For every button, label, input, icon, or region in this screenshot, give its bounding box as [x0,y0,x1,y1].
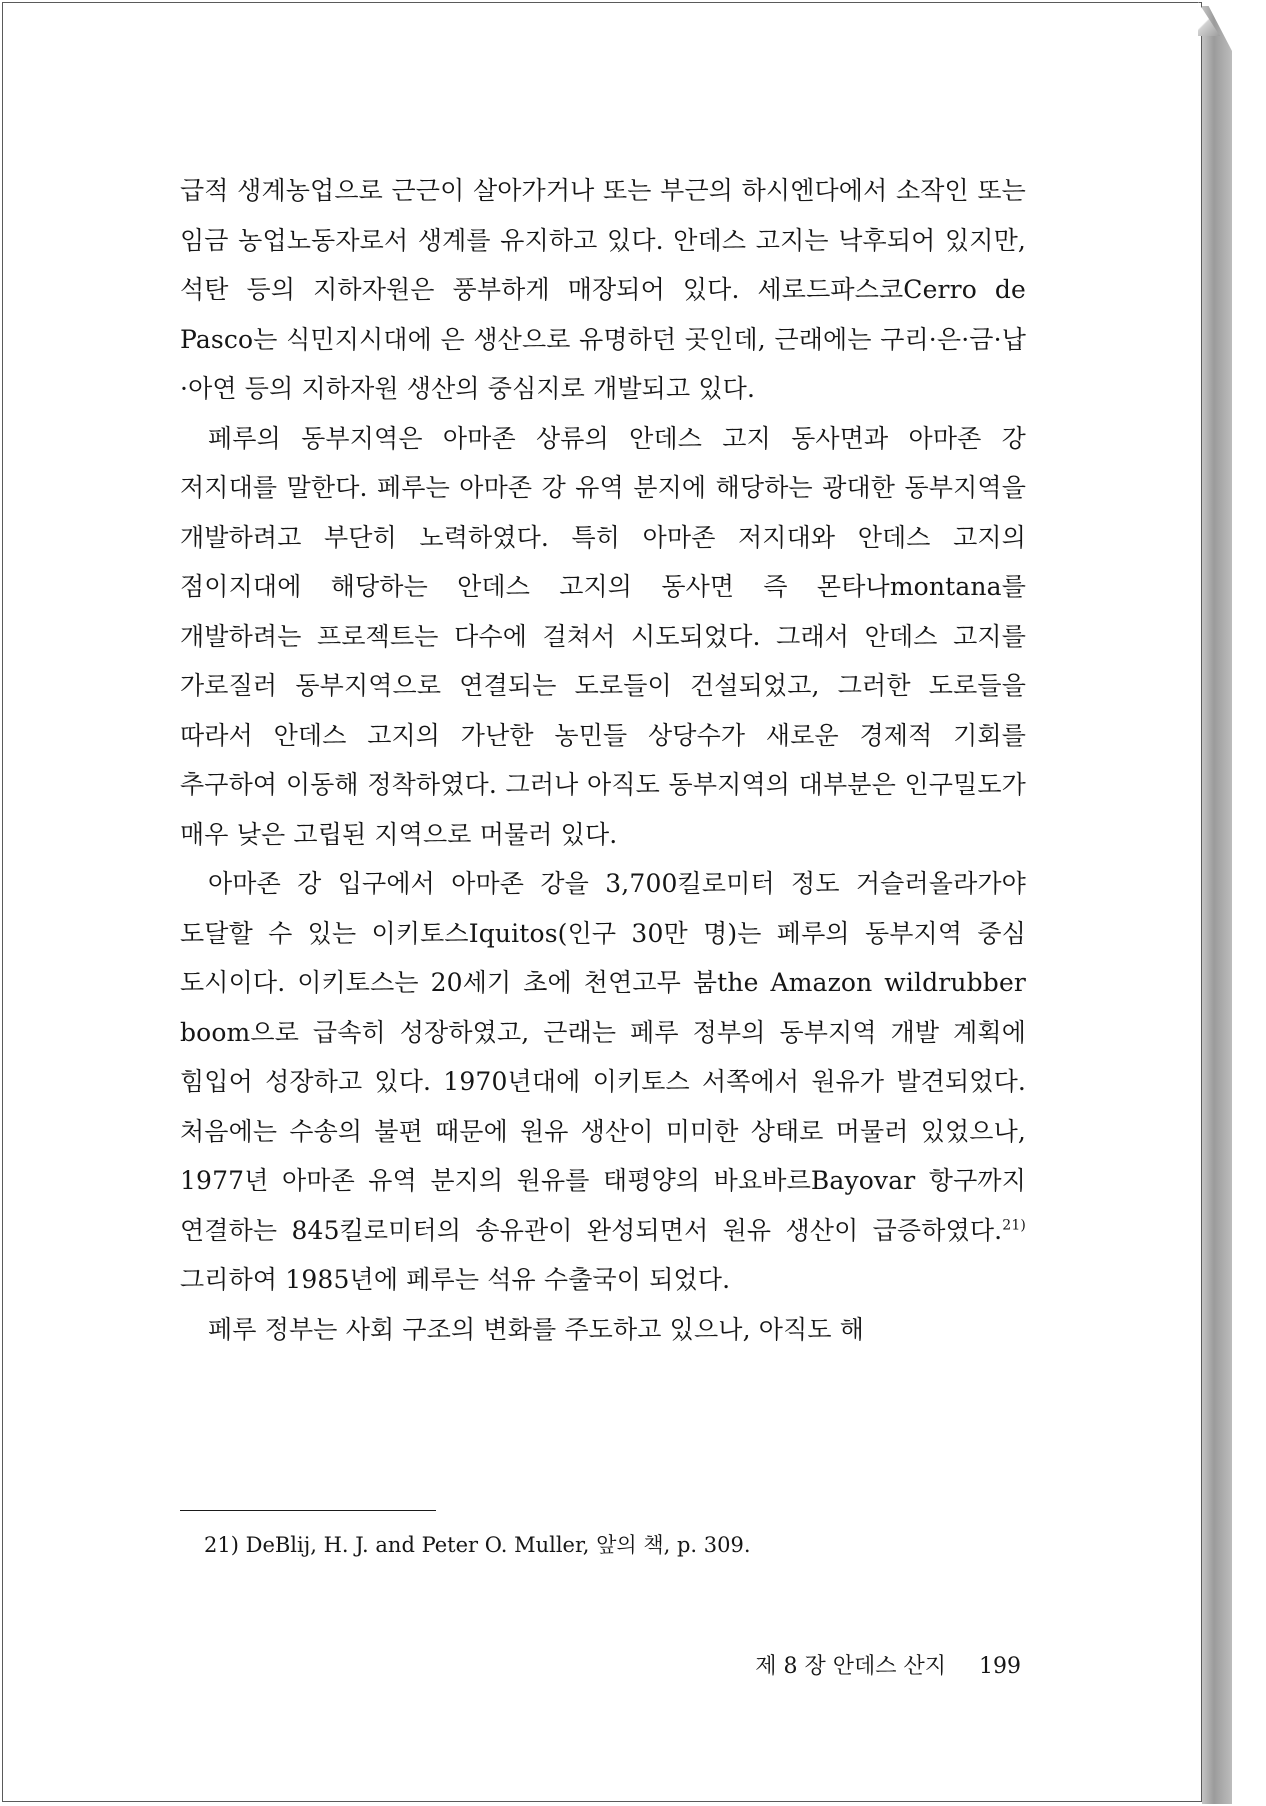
paragraph-text: 아마존 강 입구에서 아마존 강을 3,700킬로미터 정도 거슬러올라가야 도달할 수 있는 이키토스Iquitos(인구 30만 명)는 페루의 동부지역 중심 도시이다. 이키토스는 20세기 초에 천연고무 붐the Amazon wildrubber boom으로 급속히 성장하였고, 근래는 페루 정부의 동부지역 개발 계획에 힘입어 성장하고 있다. 1970년대에 이키토스 서쪽에서 원유가 발견되었다. 처음에는 수송의 불편 때문에 원유 생산이 미미한 상태로 머물러 있었으나, 1977년 아마존 유역 분지의 원유를 태평양의 바요바르Bayovar 항구까지 연결하는 845킬로미터의 송유관이 완성되면서 원유 생산이 급증하였다. [180,869,1026,1245]
footnote-divider [180,1510,436,1511]
footnote-text: DeBlij, H. J. and Peter O. Muller, 앞의 책, p. 309. [245,1533,751,1557]
paragraph-text-continued: 그리하여 1985년에 페루는 석유 수출국이 되었다. [180,1265,731,1294]
paragraph-text: 페루의 동부지역은 아마존 상류의 안데스 고지 동사면과 아마존 강 저지대를 말한다. 페루는 아마존 강 유역 분지에 해당하는 광대한 동부지역을 개발하려고 부단히 노력하였다. 특히 아마존 저지대와 안데스 고지의 점이지대에 해당하는 안데스 고지의 동사면 즉 몬타나montana를 개발하려는 프로젝트는 다수에 걸쳐서 시도되었다. 그래서 안데스 고지를 가로질러 동부지역으로 연결되는 도로들이 건설되었고, 그러한 도로들을 따라서 안데스 고지의 가난한 농민들 상당수가 새로운 경제적 기회를 추구하여 이동해 정착하였다. 그러나 아직도 동부지역의 대부분은 인구밀도가 매우 낮은 고립된 지역으로 머물러 있다. [180,423,1026,849]
footnote-marker: 21) [1002,1217,1026,1234]
paragraph-3 [180,859,1026,1305]
running-footer [755,1649,1021,1685]
footnote-number: 21) [204,1533,239,1557]
paragraph-4 [180,1305,1026,1355]
chapter-title: 제 8 장 안데스 산지 [755,1654,946,1679]
paragraph-text: 페루 정부는 사회 구조의 변화를 주도하고 있으나, 아직도 해 [208,1314,865,1344]
paragraph-text: 급적 생계농업으로 근근이 살아가거나 또는 부근의 하시엔다에서 소작인 또는 임금 농업노동자로서 생계를 유지하고 있다. 안데스 고지는 낙후되어 있지만, 석탄 등의 지하자원은 풍부하게 매장되어 있다. 세로드파스코Cerro de Pasco는 식민지시대에 은 생산으로 유명하던 곳인데, 근래에는 구리·은·금·납·아연 등의 지하자원 생산의 중심지로 개발되고 있다. [180,176,1026,403]
body-text [180,166,1026,1354]
page-number: 199 [979,1654,1021,1679]
page-edge-shadow [1202,6,1232,1804]
paragraph-1 [180,166,1026,414]
footnote [204,1527,751,1563]
paragraph-2 [180,414,1026,860]
